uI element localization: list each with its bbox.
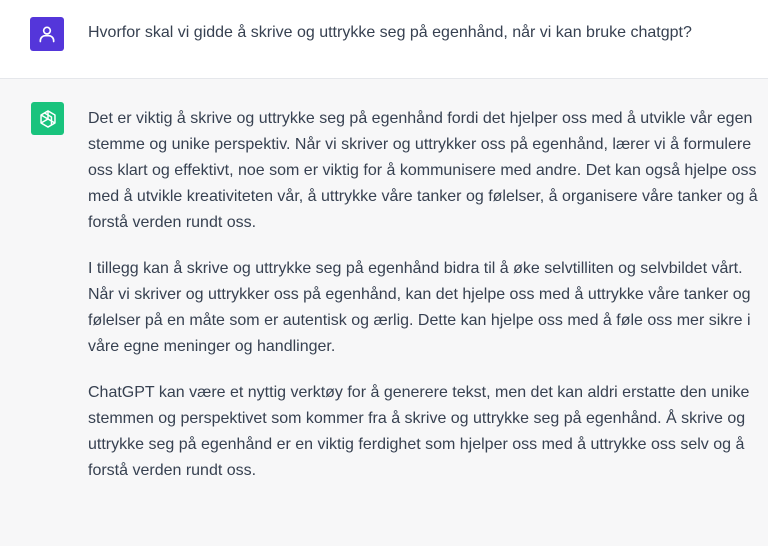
user-avatar (30, 17, 64, 51)
assistant-paragraph-3: ChatGPT kan være et nyttig verktøy for å generere tekst, men det kan aldri erstatte den unike stemmen og perspektivet som kommer fra å skrive og uttrykke seg på egenhånd. Å skrive og uttrykke seg på egenhånd er en viktig ferdighet som hjelper oss med å uttrykke oss selv og å forstå verden rundt oss. (88, 384, 750, 479)
openai-logo-icon (37, 108, 59, 130)
user-message-text: Hvorfor skal vi gidde å skrive og uttrykke seg på egenhånd, når vi kan bruke chatgpt? (88, 24, 692, 41)
assistant-message-row (0, 79, 768, 546)
assistant-paragraph-2: I tillegg kan å skrive og uttrykke seg på egenhånd bidra til å øke selvtilliten og selvbildet vårt. Når vi skriver og uttrykker oss på egenhånd, kan det hjelpe oss med å uttrykke våre tanker og følelser på en måte som er autentisk og ærlig. Dette kan hjelpe oss med å føle oss mer sikre i våre egne meninger og handlinger. (88, 260, 751, 355)
user-message-row (0, 0, 768, 79)
assistant-avatar (31, 102, 64, 135)
user-icon (37, 24, 57, 44)
assistant-message-body (88, 106, 766, 504)
assistant-paragraph-1: Det er viktig å skrive og uttrykke seg på egenhånd fordi det hjelper oss med å utvikle vår egen stemme og unike perspektiv. Når vi skriver og uttrykker oss på egenhånd, lærer vi å formulere oss klart og effektivt, noe som er viktig for å kommunisere med andre. Det kan også hjelpe oss med å utvikle kreativiteten vår, å uttrykke våre tanker og følelser, å organisere våre tanker og å forstå verden rundt oss. (88, 110, 758, 231)
